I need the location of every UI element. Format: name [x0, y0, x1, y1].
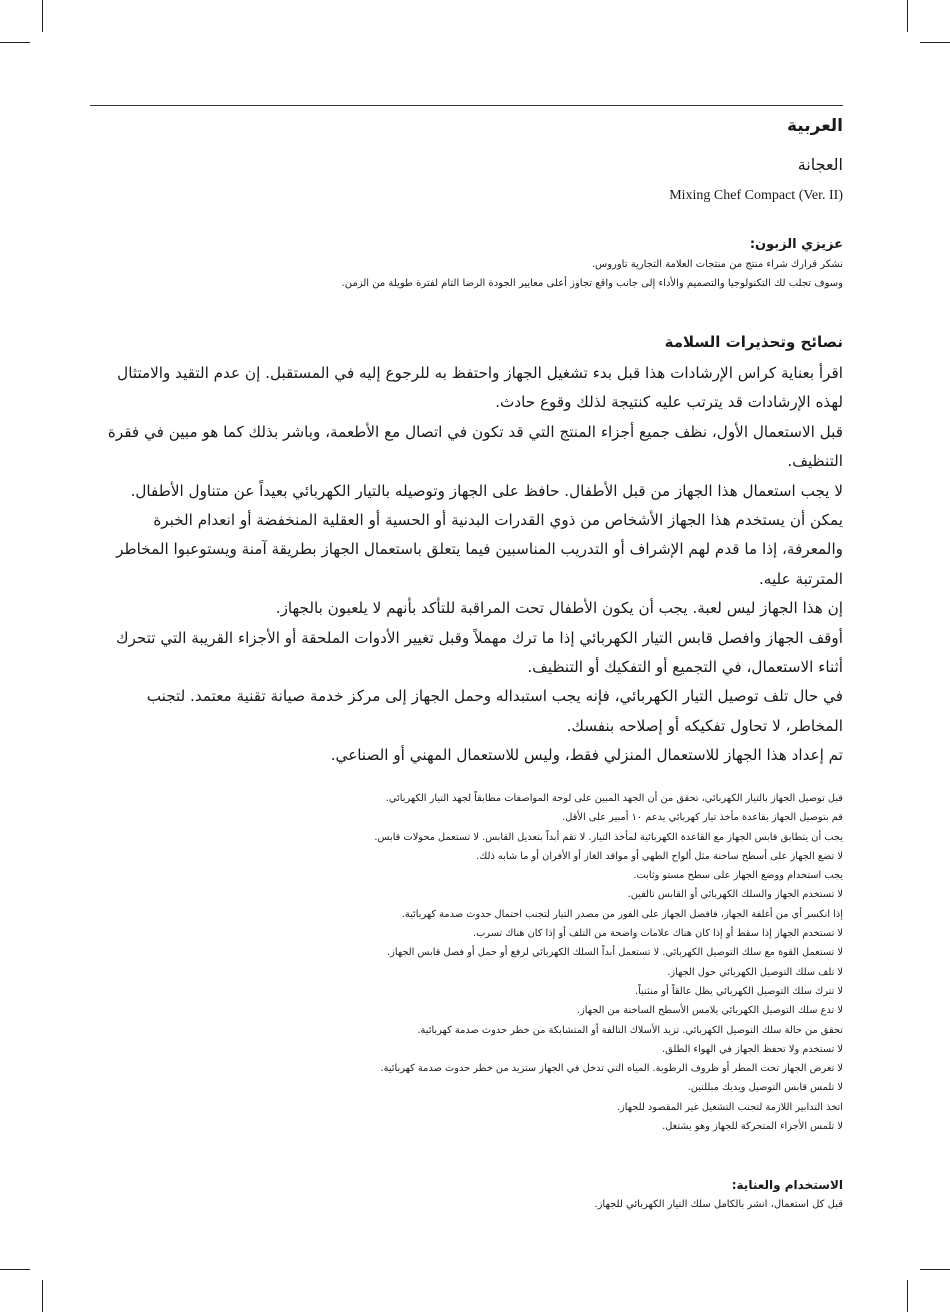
safety-paragraph: لا يجب استعمال هذا الجهاز من قبل الأطفال. حافظ على الجهاز وتوصيله بالتيار الكهربائي بعيداً عن متناول الأطفال.: [130, 481, 843, 500]
warning-line: قم بتوصيل الجهاز بقاعدة مأخذ تيار كهربائي يدعم ١٠ أمبير على الأقل.: [562, 812, 843, 824]
warning-line: لا تلمس قابس التوصيل ويديك مبللتين.: [687, 1082, 843, 1094]
crop-mark-top-right-horizontal: [920, 42, 950, 43]
warning-line: لا تضع الجهاز على أسطح ساخنة مثل ألواح الطهي أو مواقد الغاز أو الأفران أو ما شابه ذلك.: [476, 850, 843, 862]
header-rule: [90, 105, 843, 106]
safety-section: [105, 330, 843, 771]
safety-paragraph: في حال تلف توصيل التيار الكهربائي، فإنه يجب استبداله وحمل الجهاز إلى مركز خدمة صيانة تقنية معتمد. لتجنب المخاطر، لا تحاول تفكيكه أو إصلاحه بنفسك.: [146, 687, 843, 735]
warning-line: لا تلف سلك التوصيل الكهربائي حول الجهاز.: [667, 966, 843, 978]
safety-heading: نصائح وتحذيرات السلامة: [664, 333, 843, 351]
warning-line: لا تستخدم الجهاز إذا سقط أو إذا كان هناك علامات واضحة من التلف أو إذا كان هناك تسرب.: [472, 928, 843, 940]
warning-line: يجب استخدام ووضع الجهاز على سطح مستو وثابت.: [633, 870, 843, 882]
warning-line: لا تستعمل القوة مع سلك التوصيل الكهربائي. لا تستعمل أبداً السلك الكهربائي لرفع أو حمل أو فصل قابس الجهاز.: [387, 947, 843, 959]
greeting-section: [105, 235, 843, 293]
warning-line: إذا انكسر أي من أغلفة الجهاز، فافصل الجهاز على الفور من مصدر التيار لتجنب احتمال حدوث صدمة كهربائية.: [401, 908, 843, 920]
warning-line: لا تعرض الجهاز تحت المطر أو ظروف الرطوبة. المياه التي تدخل في الجهاز ستزيد من خطر حدوث صدمة كهربائية.: [380, 1063, 843, 1075]
crop-mark-bottom-left-vertical: [42, 1280, 43, 1312]
safety-paragraph: قبل الاستعمال الأول، نظف جميع أجزاء المنتج التي قد تكون في اتصال مع الأطعمة، وباشر بذلك كما هو مبين في فقرة التنظيف.: [107, 422, 843, 471]
safety-paragraph: يمكن أن يستخدم هذا الجهاز الأشخاص من ذوي القدرات البدنية أو الحسية أو العقلية المنخفضة أو انعدام الخبرة والمعرفة، إذا ما قدم لهم الإشراف أو التدريب المناسبين فيما يتعلق باستعمال الجهاز بطريقة آمنة ويستوعبوا المخاطر المترتبة عليه.: [116, 511, 843, 588]
warning-line: قبل توصيل الجهاز بالتيار الكهربائي، تحقق من أن الجهد المبين على لوحة المواصفات مطابقاً لجهد التيار الكهربائي.: [385, 793, 843, 804]
usage-line: قبل كل استعمال، انشر بالكامل سلك التيار الكهربائي للجهاز.: [594, 1199, 843, 1210]
crop-mark-bottom-left-horizontal: [0, 1269, 30, 1270]
warning-line: لا تستخدم ولا تحفظ الجهاز في الهواء الطلق.: [662, 1043, 843, 1055]
crop-mark-top-left-horizontal: [0, 42, 30, 43]
warning-line: لا تدع سلك التوصيل الكهربائي يلامس الأسطح الساخنة من الجهاز.: [576, 1005, 843, 1017]
safety-paragraph: إن هذا الجهاز ليس لعبة. يجب أن يكون الأطفال تحت المراقبة للتأكد بأنهم لا يلعبون بالجهاز.: [275, 599, 843, 618]
warnings-list: [105, 789, 843, 1136]
safety-paragraph: أوقف الجهاز وافصل قابس التيار الكهربائي إذا ما ترك مهملاً وقبل تغيير الأدوات الملحقة أو الأجزاء القريبة التي تتحرك أثناء الاستعمال، في التجميع أو التفكيك أو التنظيف.: [116, 628, 843, 677]
safety-paragraph: اقرأ بعناية كراس الإرشادات هذا قبل بدء تشغيل الجهاز واحتفظ به للرجوع إليه في المستقبل. إن عدم التقيد والامتثال لهذه الإرشادات قد يترتب عليه كنتيجة لذلك وقوع حادث.: [117, 364, 843, 412]
usage-section: [105, 1175, 843, 1214]
warning-line: لا تستخدم الجهاز والسلك الكهربائي أو القابس تالفين.: [627, 889, 843, 901]
crop-mark-bottom-right-vertical: [907, 1280, 908, 1312]
greeting-line: وسوف تجلب لك التكنولوجيا والتصميم والأداء إلى جانب واقع تجاوز أعلى معايير الجودة الرضا التام لفترة طويلة من الزمن.: [341, 278, 843, 289]
usage-heading: الاستخدام والعناية:: [731, 1178, 843, 1192]
model-name: Mixing Chef Compact (Ver. II): [669, 188, 843, 203]
warning-line: لا تلمس الأجزاء المتحركة للجهاز وهو يشتغل.: [662, 1121, 843, 1133]
language-title: العربية: [786, 116, 843, 136]
safety-paragraph: تم إعداد هذا الجهاز للاستعمال المنزلي فقط، وليس للاستعمال المهني أو الصناعي.: [330, 746, 843, 765]
greeting-heading: عزيزي الزبون:: [749, 237, 843, 252]
crop-mark-top-left-vertical: [42, 0, 43, 32]
warning-line: لا تترك سلك التوصيل الكهربائي يظل عالقاً أو منثنياً.: [635, 985, 843, 997]
warning-line: يجب أن يتطابق قابس الجهاز مع القاعدة الكهربائية لمأخذ التيار. لا تقم أبداً بتعديل القابس. لا تستعمل محولات قابس.: [374, 831, 843, 843]
greeting-line: نشكر قرارك شراء منتج من منتجات العلامة التجارية تاوروس.: [591, 259, 843, 270]
product-name: العجانة: [797, 155, 843, 174]
crop-mark-top-right-vertical: [907, 0, 908, 32]
warning-line: اتخذ التدابير اللازمة لتجنب التشغيل غير المقصود للجهاز.: [616, 1101, 843, 1113]
warning-line: تحقق من حالة سلك التوصيل الكهربائي. تزيد الأسلاك التالفة أو المتشابكة من خطر حدوث صدمة كهربائية.: [417, 1024, 843, 1036]
crop-mark-bottom-right-horizontal: [920, 1269, 950, 1270]
